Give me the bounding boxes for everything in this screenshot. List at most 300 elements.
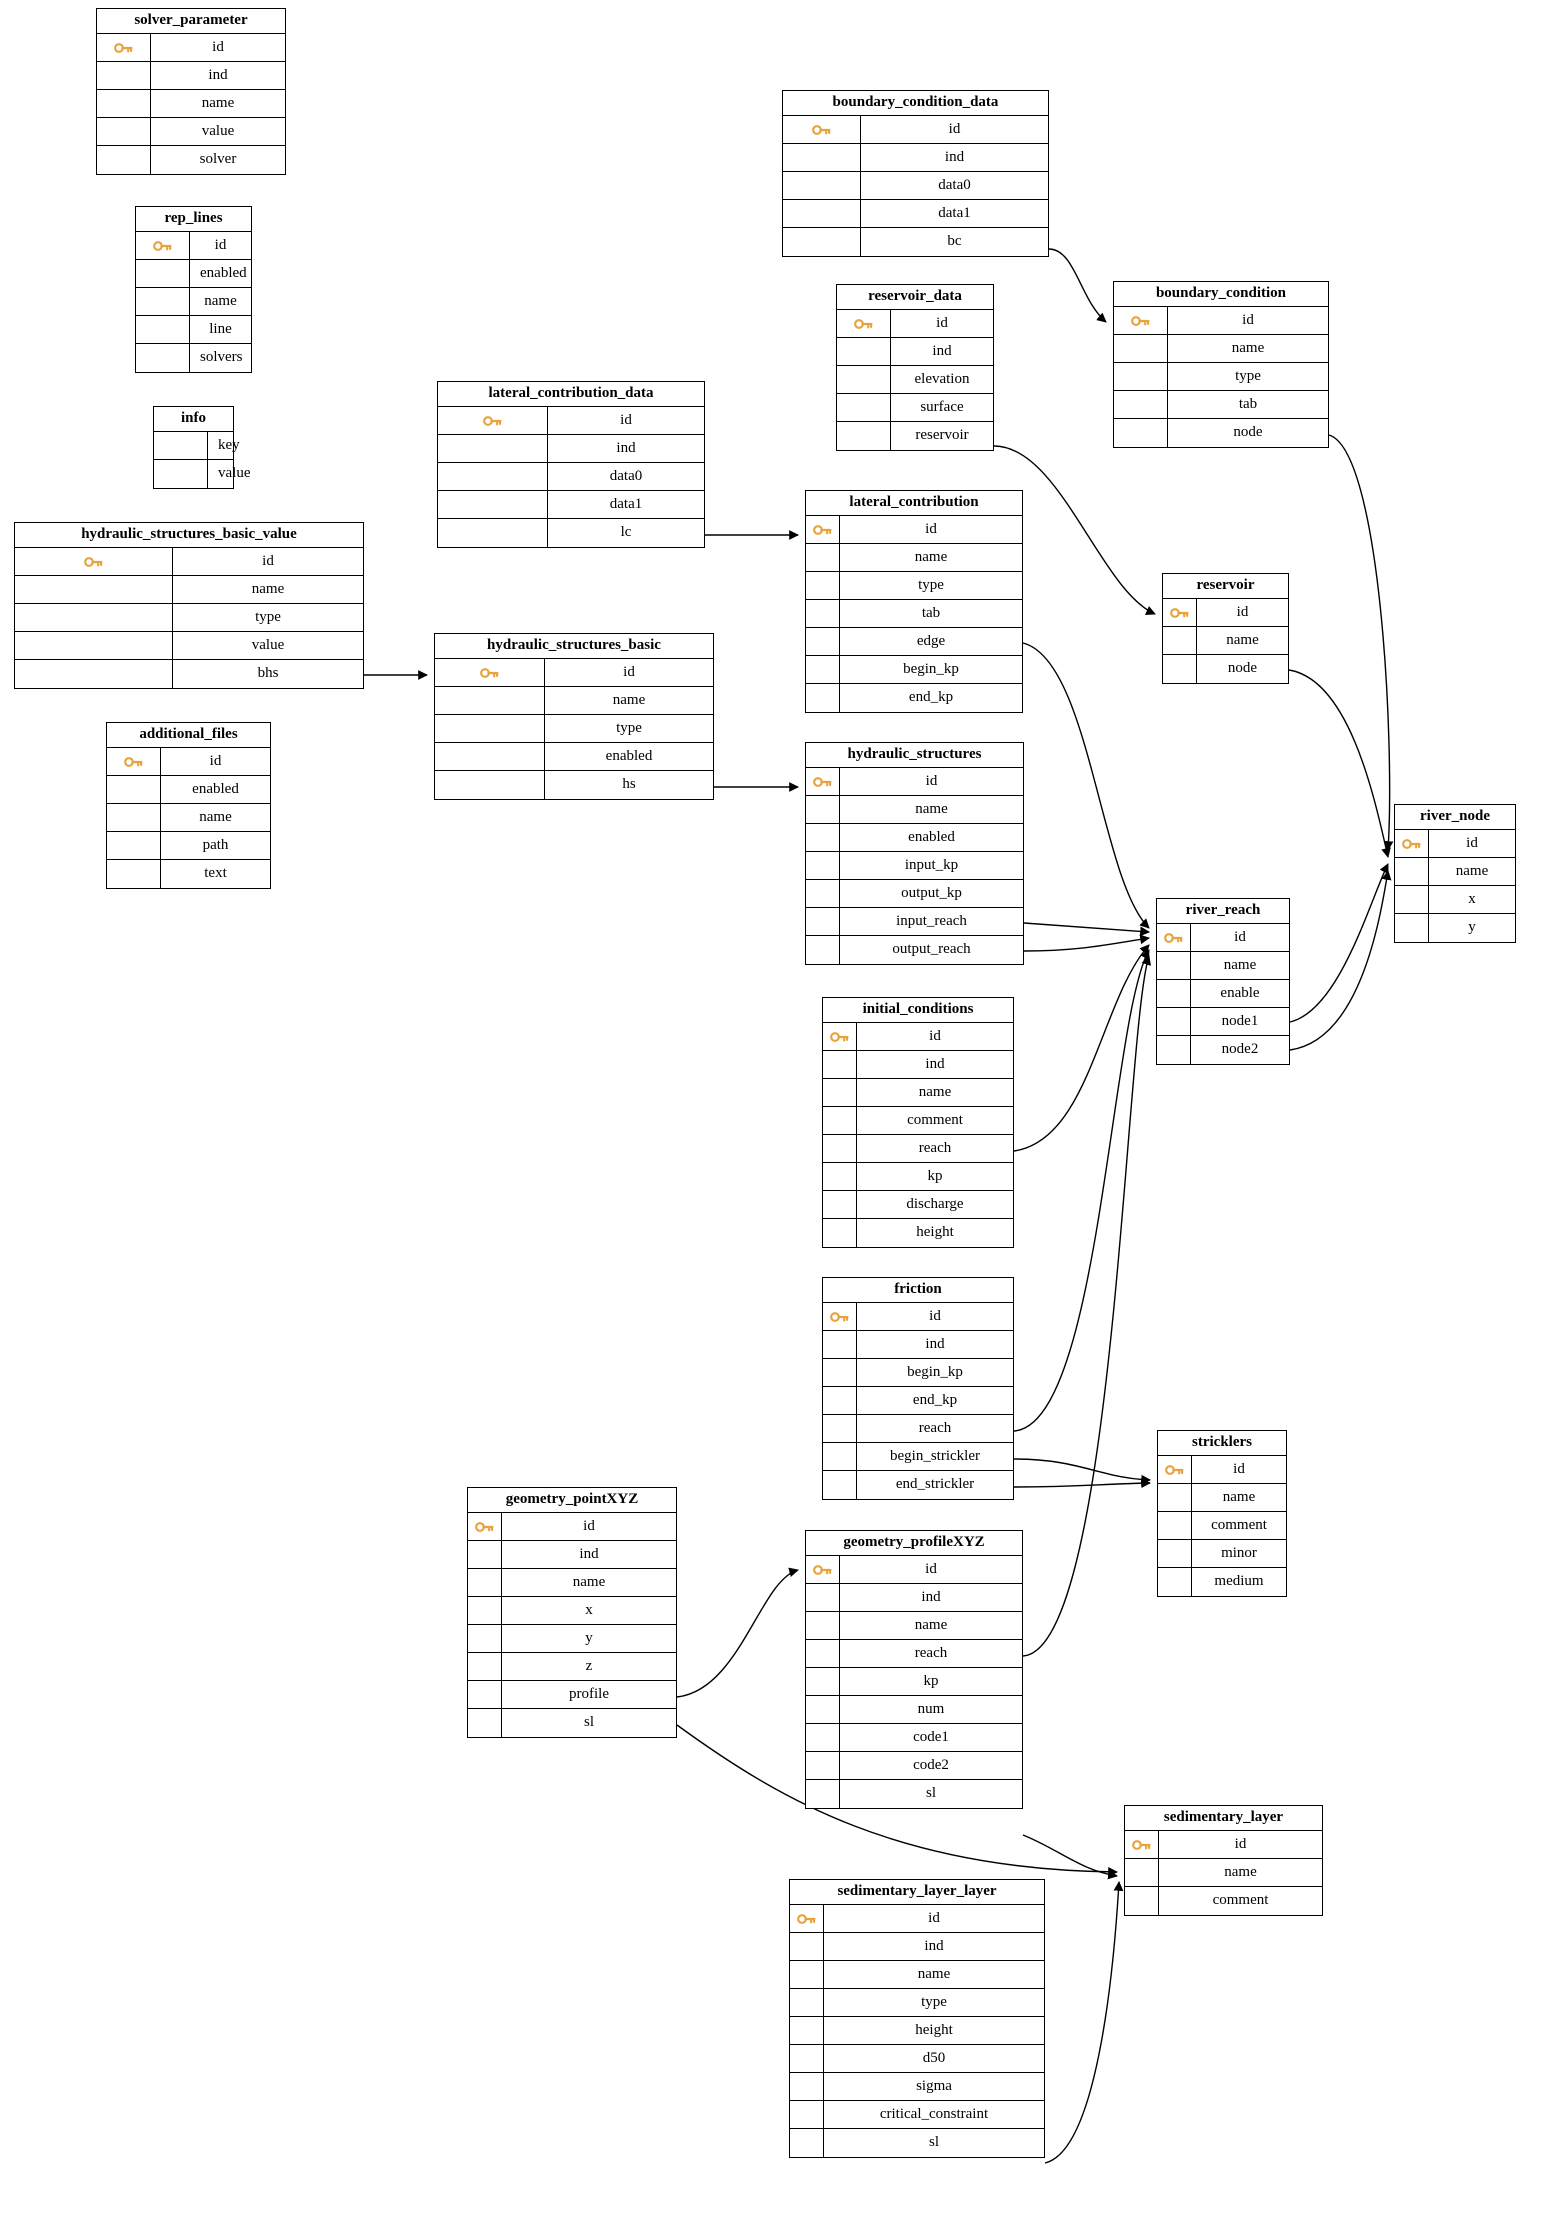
attribute-row — [1158, 1512, 1286, 1540]
attribute-name: data1 — [609, 496, 643, 513]
attribute-name: type — [616, 720, 642, 737]
entity-initial_conditions[interactable] — [822, 997, 1014, 1248]
attribute-name: name — [572, 1574, 606, 1591]
key-cell — [823, 1135, 857, 1162]
key-cell — [806, 1780, 840, 1808]
attribute-row — [806, 544, 1022, 572]
attribute-row — [136, 316, 251, 344]
key-cell — [136, 288, 190, 315]
key-cell — [790, 1933, 824, 1960]
key-cell — [823, 1359, 857, 1386]
key-cell — [806, 572, 840, 599]
key-cell — [1158, 1484, 1192, 1511]
entity-river_reach[interactable] — [1156, 898, 1290, 1065]
attribute-name: id — [1236, 604, 1249, 621]
attribute-row — [823, 1163, 1013, 1191]
key-cell — [823, 1163, 857, 1190]
entity-reservoir[interactable] — [1162, 573, 1289, 684]
primary-key-cell — [790, 1905, 824, 1932]
attribute-row — [435, 687, 713, 715]
entity-hydraulic_structures[interactable] — [805, 742, 1024, 965]
attribute-name: enabled — [192, 781, 239, 798]
attribute-name: profile — [569, 1686, 609, 1703]
attribute-row — [806, 852, 1023, 880]
key-cell — [837, 394, 891, 421]
key-cell — [823, 1107, 857, 1134]
attribute-row — [806, 796, 1023, 824]
attribute-name: enabled — [200, 265, 247, 282]
attribute-row — [806, 768, 1023, 796]
key-cell — [1395, 914, 1429, 942]
attribute-row — [107, 776, 270, 804]
key-cell — [806, 1612, 840, 1639]
attribute-name: y — [1468, 919, 1476, 936]
key-cell — [15, 604, 173, 631]
attribute-name: ind — [579, 1546, 599, 1563]
entity-hydraulic_structures_basic_value[interactable] — [14, 522, 364, 689]
attribute-row — [790, 2045, 1044, 2073]
attribute-name: id — [925, 521, 937, 538]
key-cell — [435, 771, 545, 799]
attribute-row — [435, 771, 713, 799]
entity-additional_files[interactable] — [106, 722, 271, 889]
entity-title: lateral_contribution_data — [438, 382, 704, 407]
attribute-name: height — [915, 2022, 953, 2039]
key-cell — [1157, 1036, 1191, 1064]
primary-key-cell — [783, 116, 861, 143]
key-cell — [823, 1079, 857, 1106]
entity-friction[interactable] — [822, 1277, 1014, 1500]
entity-boundary_condition[interactable] — [1113, 281, 1329, 448]
attribute-row — [136, 288, 251, 316]
key-icon — [84, 554, 104, 570]
attribute-name: text — [204, 865, 227, 882]
attribute-name: name — [204, 293, 237, 310]
key-cell — [468, 1709, 502, 1737]
attribute-row — [806, 936, 1023, 964]
key-icon — [153, 238, 173, 254]
entity-title: friction — [823, 1278, 1013, 1303]
key-cell — [15, 576, 173, 603]
attribute-name: y — [585, 1630, 593, 1647]
attribute-row — [806, 1584, 1022, 1612]
entity-title: river_node — [1395, 805, 1515, 830]
attribute-name: id — [214, 237, 227, 254]
key-cell — [783, 144, 861, 171]
key-icon — [1165, 1462, 1185, 1478]
attribute-row — [823, 1359, 1013, 1387]
attribute-name: input_kp — [904, 857, 959, 874]
key-cell — [468, 1625, 502, 1652]
attribute-name: begin_kp — [907, 1364, 963, 1381]
key-cell — [790, 1961, 824, 1988]
key-cell — [136, 316, 190, 343]
entity-title: reservoir_data — [837, 285, 993, 310]
key-icon — [114, 40, 134, 56]
attribute-name: end_kp — [908, 689, 954, 706]
key-cell — [823, 1471, 857, 1499]
key-cell — [136, 260, 190, 287]
attribute-name: name — [918, 1084, 952, 1101]
entity-geometry_profileXYZ[interactable] — [805, 1530, 1023, 1809]
attribute-name: id — [948, 121, 961, 138]
attribute-name: value — [251, 637, 285, 654]
key-cell — [806, 684, 840, 712]
key-cell — [790, 2017, 824, 2044]
attribute-row — [790, 1905, 1044, 1933]
primary-key-cell — [1157, 924, 1191, 951]
attribute-name: id — [1242, 312, 1254, 329]
attribute-row — [806, 600, 1022, 628]
attribute-name: ind — [932, 343, 952, 360]
attribute-name: name — [1224, 1864, 1257, 1881]
key-cell — [837, 338, 891, 365]
key-icon — [813, 522, 833, 538]
attribute-row — [438, 491, 704, 519]
attribute-name: ind — [944, 149, 965, 166]
attribute-row — [435, 743, 713, 771]
attribute-name: type — [255, 609, 281, 626]
attribute-name: enabled — [605, 748, 653, 765]
attribute-name: name — [917, 1966, 951, 1983]
attribute-row — [1157, 924, 1289, 952]
attribute-name: key — [218, 437, 240, 454]
attribute-name: value — [201, 123, 235, 140]
attribute-row — [97, 146, 285, 174]
entity-hydraulic_structures_basic[interactable] — [434, 633, 714, 800]
attribute-row — [1125, 1887, 1322, 1915]
attribute-name: id — [1233, 1461, 1245, 1478]
attribute-row — [837, 422, 993, 450]
key-cell — [97, 90, 151, 117]
attribute-row — [790, 2017, 1044, 2045]
attribute-row — [107, 804, 270, 832]
attribute-name: name — [201, 95, 235, 112]
key-icon — [483, 413, 503, 429]
attribute-name: ind — [924, 1938, 944, 1955]
key-cell — [806, 544, 840, 571]
attribute-row — [837, 338, 993, 366]
key-cell — [1125, 1887, 1159, 1915]
attribute-name: data1 — [938, 205, 971, 222]
attribute-name: medium — [1214, 1573, 1264, 1590]
attribute-name: value — [218, 465, 251, 482]
attribute-name: path — [202, 837, 229, 854]
attribute-name: type — [918, 577, 944, 594]
attribute-name: reach — [914, 1645, 948, 1662]
attribute-name: node1 — [1221, 1013, 1259, 1030]
key-cell — [1158, 1540, 1192, 1567]
key-cell — [806, 796, 840, 823]
attribute-row — [823, 1331, 1013, 1359]
attribute-name: ind — [921, 1589, 941, 1606]
key-cell — [1395, 886, 1429, 913]
attribute-name: id — [583, 1518, 595, 1535]
attribute-row — [15, 548, 363, 576]
attribute-row — [438, 463, 704, 491]
key-cell — [1163, 655, 1197, 683]
attribute-row — [1157, 952, 1289, 980]
entity-river_node[interactable] — [1394, 804, 1516, 943]
attribute-name: id — [929, 1028, 941, 1045]
primary-key-cell — [15, 548, 173, 575]
attribute-name: begin_strickler — [890, 1448, 980, 1465]
attribute-row — [806, 880, 1023, 908]
attribute-row — [823, 1219, 1013, 1247]
key-cell — [823, 1051, 857, 1078]
key-icon — [1170, 605, 1190, 621]
key-cell — [154, 432, 208, 459]
attribute-row — [1125, 1859, 1322, 1887]
attribute-name: comment — [907, 1112, 963, 1129]
entity-title: stricklers — [1158, 1431, 1286, 1456]
attribute-row — [97, 90, 285, 118]
attribute-name: name — [612, 692, 646, 709]
entity-title: geometry_profileXYZ — [806, 1531, 1022, 1556]
attribute-row — [1125, 1831, 1322, 1859]
key-icon — [813, 774, 833, 790]
attribute-name: d50 — [922, 2050, 946, 2067]
attribute-name: surface — [920, 399, 964, 416]
attribute-row — [1158, 1484, 1286, 1512]
attribute-row — [468, 1653, 676, 1681]
attribute-name: bc — [947, 233, 962, 250]
entity-title: boundary_condition_data — [783, 91, 1048, 116]
primary-key-cell — [107, 748, 161, 775]
attribute-row — [154, 460, 251, 488]
attribute-row — [1114, 307, 1328, 335]
key-cell — [1157, 952, 1191, 979]
entity-reservoir_data[interactable] — [836, 284, 994, 451]
key-cell — [97, 118, 151, 145]
entity-title: lateral_contribution — [806, 491, 1022, 516]
attribute-row — [435, 659, 713, 687]
key-cell — [806, 1640, 840, 1667]
attribute-row — [806, 516, 1022, 544]
attribute-row — [15, 576, 363, 604]
attribute-name: node2 — [1221, 1041, 1259, 1058]
attribute-name: name — [914, 549, 948, 566]
attribute-row — [1158, 1540, 1286, 1568]
attribute-name: line — [209, 321, 232, 338]
entity-title: initial_conditions — [823, 998, 1013, 1023]
key-icon — [475, 1519, 495, 1535]
attribute-name: data0 — [609, 468, 643, 485]
key-cell — [823, 1415, 857, 1442]
primary-key-cell — [97, 34, 151, 61]
key-cell — [823, 1219, 857, 1247]
attribute-row — [806, 572, 1022, 600]
attribute-row — [790, 2129, 1044, 2157]
attribute-row — [1114, 335, 1328, 363]
attribute-row — [783, 144, 1048, 172]
attribute-row — [97, 118, 285, 146]
entity-solver_parameter[interactable] — [96, 8, 286, 175]
attribute-row — [107, 860, 270, 888]
attribute-row — [783, 116, 1048, 144]
attribute-name: id — [1234, 929, 1246, 946]
attribute-row — [806, 1696, 1022, 1724]
attribute-name: id — [212, 39, 224, 56]
attribute-row — [806, 656, 1022, 684]
primary-key-cell — [806, 768, 840, 795]
attribute-name: name — [199, 809, 232, 826]
attribute-row — [823, 1471, 1013, 1499]
attribute-name: lc — [620, 524, 632, 541]
attribute-name: id — [925, 773, 938, 790]
attribute-row — [438, 435, 704, 463]
key-cell — [783, 228, 861, 256]
key-cell — [107, 832, 161, 859]
key-cell — [1163, 627, 1197, 654]
attribute-row — [823, 1191, 1013, 1219]
attribute-name: name — [1226, 632, 1259, 649]
key-cell — [107, 860, 161, 888]
key-cell — [107, 804, 161, 831]
attribute-name: x — [585, 1602, 593, 1619]
attribute-name: output_reach — [892, 941, 971, 958]
attribute-row — [823, 1107, 1013, 1135]
key-cell — [435, 743, 545, 770]
attribute-name: id — [623, 664, 635, 681]
attribute-name: ind — [616, 440, 636, 457]
attribute-row — [1158, 1568, 1286, 1596]
key-cell — [823, 1331, 857, 1358]
entity-title: hydraulic_structures_basic — [435, 634, 713, 659]
attribute-name: discharge — [906, 1196, 964, 1213]
key-cell — [837, 366, 891, 393]
attribute-row — [468, 1625, 676, 1653]
key-cell — [806, 1752, 840, 1779]
attribute-row — [823, 1079, 1013, 1107]
attribute-name: num — [917, 1701, 945, 1718]
entity-title: sedimentary_layer — [1125, 1806, 1322, 1831]
key-cell — [97, 62, 151, 89]
entity-title: reservoir — [1163, 574, 1288, 599]
attribute-name: reservoir — [915, 427, 969, 444]
key-cell — [1158, 1568, 1192, 1596]
attribute-row — [1395, 914, 1515, 942]
attribute-row — [806, 1556, 1022, 1584]
entity-title: info — [154, 407, 233, 432]
key-cell — [1395, 858, 1429, 885]
attribute-name: id — [262, 553, 274, 570]
attribute-row — [806, 1668, 1022, 1696]
key-cell — [438, 519, 548, 547]
attribute-row — [468, 1709, 676, 1737]
attribute-name: node — [1227, 660, 1258, 677]
attribute-row — [806, 1780, 1022, 1808]
attribute-name: height — [916, 1224, 954, 1241]
attribute-name: ind — [208, 67, 228, 84]
attribute-row — [823, 1443, 1013, 1471]
key-icon — [830, 1029, 850, 1045]
primary-key-cell — [806, 1556, 840, 1583]
key-cell — [468, 1541, 502, 1568]
entity-sedimentary_layer_layer[interactable] — [789, 1879, 1045, 2158]
attribute-row — [107, 748, 270, 776]
key-icon — [797, 1911, 817, 1927]
primary-key-cell — [837, 310, 891, 337]
attribute-name: name — [915, 801, 948, 818]
entity-title: additional_files — [107, 723, 270, 748]
attribute-row — [136, 344, 251, 372]
attribute-row — [438, 407, 704, 435]
attribute-row — [136, 260, 251, 288]
attribute-row — [15, 632, 363, 660]
attribute-row — [790, 2101, 1044, 2129]
key-cell — [806, 1668, 840, 1695]
entity-rep_lines[interactable] — [135, 206, 252, 373]
key-cell — [806, 1724, 840, 1751]
entity-stricklers[interactable] — [1157, 1430, 1287, 1597]
attribute-name: node — [1233, 424, 1263, 441]
attribute-row — [837, 366, 993, 394]
key-cell — [783, 200, 861, 227]
entity-title: geometry_pointXYZ — [468, 1488, 676, 1513]
entity-title: rep_lines — [136, 207, 251, 232]
attribute-row — [1163, 655, 1288, 683]
attribute-name: id — [620, 412, 632, 429]
attribute-name: name — [914, 1617, 948, 1634]
attribute-name: enabled — [908, 829, 955, 846]
key-icon — [830, 1309, 850, 1325]
attribute-row — [468, 1569, 676, 1597]
key-cell — [837, 422, 891, 450]
entity-info[interactable] — [153, 406, 251, 489]
attribute-name: name — [1231, 340, 1265, 357]
attribute-name: kp — [927, 1168, 943, 1185]
primary-key-cell — [823, 1023, 857, 1050]
attribute-name: end_kp — [912, 1392, 958, 1409]
attribute-row — [790, 2073, 1044, 2101]
entity-lateral_contribution_data[interactable] — [437, 381, 705, 548]
primary-key-cell — [1158, 1456, 1192, 1483]
attribute-name: enable — [1220, 985, 1260, 1002]
entity-sedimentary_layer[interactable] — [1124, 1805, 1323, 1916]
attribute-name: sl — [925, 1785, 936, 1802]
key-cell — [806, 880, 840, 907]
key-cell — [1157, 980, 1191, 1007]
entity-geometry_pointXYZ[interactable] — [467, 1487, 677, 1738]
attribute-name: hs — [622, 776, 636, 793]
attribute-row — [806, 1724, 1022, 1752]
primary-key-cell — [438, 407, 548, 434]
attribute-name: sl — [928, 2134, 939, 2151]
attribute-row — [806, 684, 1022, 712]
attribute-name: data0 — [938, 177, 971, 194]
attribute-name: minor — [1221, 1545, 1257, 1562]
primary-key-cell — [806, 516, 840, 543]
attribute-row — [154, 432, 240, 460]
attribute-row — [468, 1541, 676, 1569]
key-cell — [136, 344, 190, 372]
attribute-name: end_strickler — [895, 1476, 975, 1493]
attribute-row — [1395, 858, 1515, 886]
attribute-name: solver — [199, 151, 237, 168]
attribute-name: solvers — [200, 349, 243, 366]
key-cell — [806, 656, 840, 683]
attribute-row — [806, 1612, 1022, 1640]
entity-title: sedimentary_layer_layer — [790, 1880, 1044, 1905]
attribute-name: type — [1235, 368, 1261, 385]
key-cell — [823, 1443, 857, 1470]
attribute-row — [438, 519, 704, 547]
entity-boundary_condition_data[interactable] — [782, 90, 1049, 257]
entity-lateral_contribution[interactable] — [805, 490, 1023, 713]
attribute-name: begin_kp — [903, 661, 959, 678]
key-cell — [806, 1584, 840, 1611]
